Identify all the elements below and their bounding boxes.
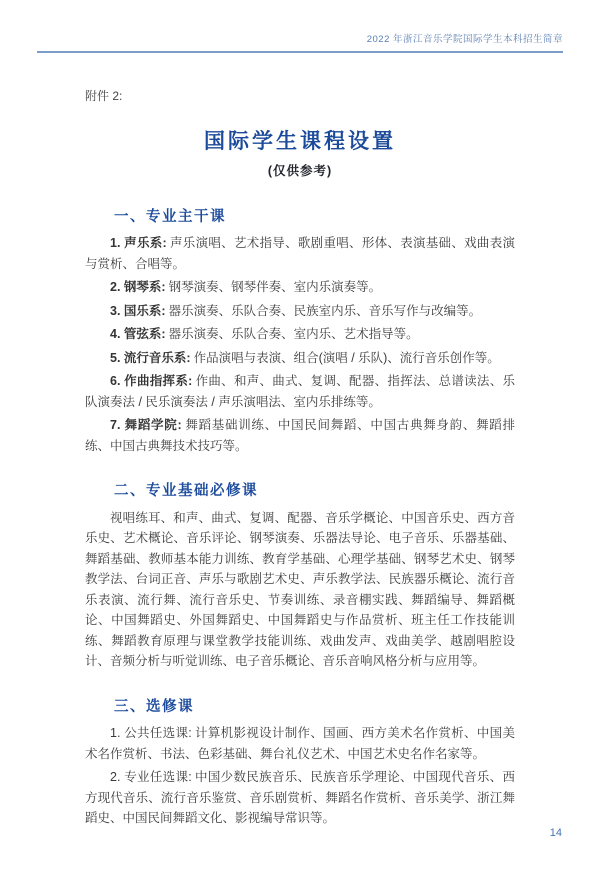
- item-text: 钢琴演奏、钢琴伴奏、室内乐演奏等。: [168, 280, 382, 294]
- item-label: 2. 专业任选课:: [110, 770, 192, 784]
- item-text: 作品演唱与表演、组合(演唱 / 乐队)、流行音乐创作等。: [193, 350, 500, 365]
- section-heading-required-courses: 二、专业基础必修课: [114, 483, 258, 499]
- item-text: 器乐演奏、乐队合奏、室内乐、艺术指导等。: [168, 327, 419, 341]
- course-item-composition: [85, 371, 515, 412]
- elective-item-public: [85, 723, 515, 764]
- attachment-label: 附件 2:: [85, 89, 123, 103]
- course-item-pop-music: [85, 348, 515, 369]
- item-label: 1. 公共任选课:: [110, 726, 192, 740]
- page-title: 国际学生课程设置: [204, 129, 396, 153]
- course-item-vocal: [85, 233, 515, 274]
- section-heading-major-courses: 一、专业主干课: [114, 208, 226, 225]
- item-text: 作曲、和声、曲式、复调、配器、指挥法、总谱读法、乐队演奏法 / 民乐演奏法 / 声乐演唱法、室内乐排练等。: [85, 374, 515, 409]
- item-label: 1. 声乐系:: [110, 236, 167, 250]
- item-label: 7. 舞蹈学院:: [110, 418, 182, 432]
- item-text: 舞蹈基础训练、中国民间舞蹈、中国古典舞身韵、舞蹈排练、中国古典舞技术技巧等。: [85, 418, 515, 453]
- course-item-orchestra: [85, 324, 515, 345]
- course-item-piano: [85, 277, 515, 298]
- item-label: 5. 流行音乐系:: [110, 350, 191, 365]
- document-body: [85, 86, 515, 832]
- course-item-national-music: [85, 301, 515, 322]
- elective-item-professional: [85, 767, 515, 829]
- item-text: 声乐演唱、艺术指导、歌剧重唱、形体、表演基础、戏曲表演与赏析、合唱等。: [85, 236, 515, 271]
- item-text: 计算机影视设计制作、国画、西方美术名作赏析、中国美术名作赏析、书法、色彩基础、舞台礼仪艺术、中国艺术史名作名家等。: [85, 726, 515, 761]
- item-text: 器乐演奏、乐队合奏、民族室内乐、音乐写作与改编等。: [168, 303, 482, 318]
- item-text: 中国少数民族音乐、民族音乐学理论、中国现代音乐、西方现代音乐、流行音乐鉴赏、音乐剧赏析、舞蹈名作赏析、音乐美学、浙江舞蹈史、中国民间舞蹈文化、影视编导常识等。: [85, 770, 515, 825]
- item-label: 4. 管弦系:: [110, 327, 166, 341]
- item-label: 3. 国乐系:: [110, 303, 166, 318]
- page-number: 14: [549, 827, 562, 839]
- page-subtitle: (仅供参考): [267, 164, 333, 178]
- item-label: 2. 钢琴系:: [110, 280, 166, 294]
- section-heading-electives: 三、选修课: [114, 698, 194, 715]
- header-divider: [37, 51, 563, 53]
- course-item-dance: [85, 415, 515, 456]
- item-label: 6. 作曲指挥系:: [110, 374, 193, 388]
- required-courses-paragraph: 视唱练耳、和声、曲式、复调、配器、音乐学概论、中国音乐史、西方音乐史、艺术概论、音乐评论、钢琴演奏、乐器法导论、电子音乐、乐器基础、舞蹈基础、教师基本能力训练、教育学基础、心理学基础、钢琴艺术史、钢琴教学法、台词正音、声乐与歌剧艺术史、声乐教学法、民族器乐概论、流行音乐表演、流行舞、流行音乐史、节奏训练、录音棚实践、舞蹈编导、舞蹈概论、中国舞蹈史、外国舞蹈史、中国舞蹈史与作品赏析、班主任工作技能训练、舞蹈教育原理与课堂教学技能训练、戏曲发声、戏曲美学、越剧唱腔设计、音频分析与听觉训练、电子音乐概论、音乐音响风格分析与应用等。: [85, 510, 515, 668]
- running-header: 2022 年浙江音乐学院国际学生本科招生简章: [366, 34, 563, 45]
